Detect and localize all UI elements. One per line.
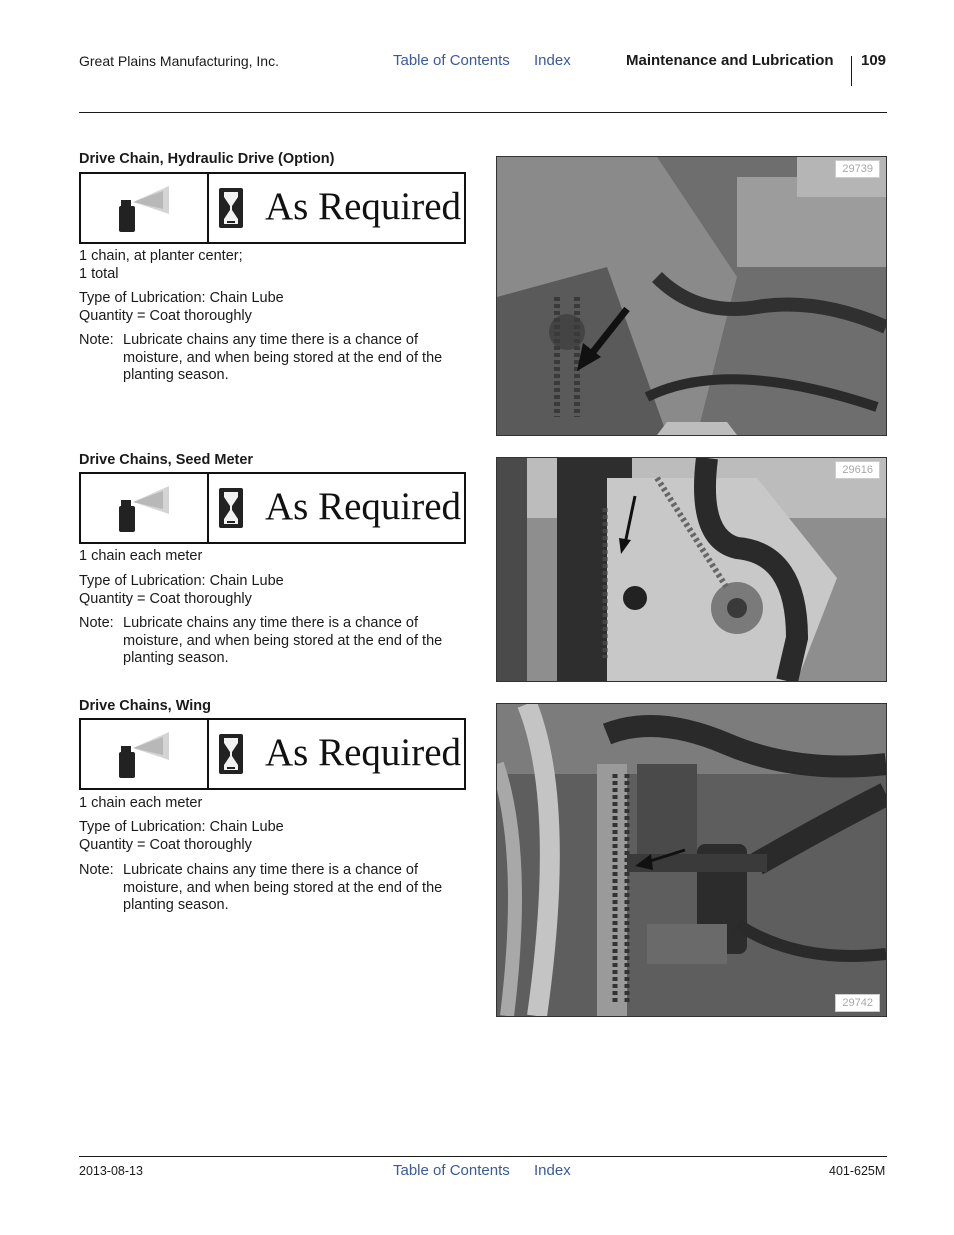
note-label: Note: <box>79 615 114 631</box>
header-index-link[interactable]: Index <box>534 52 571 69</box>
figure-photo-hydraulic-drive-chain <box>496 156 887 436</box>
company-name: Great Plains Manufacturing, Inc. <box>79 53 279 69</box>
header-rule <box>79 112 887 113</box>
interval-label: As Required <box>265 731 462 774</box>
lube-interval-box <box>79 472 466 544</box>
note-text: Lubricate chains any time there is a chance of moisture, and when being stored at the end of the planting season. <box>123 862 443 913</box>
chain-count <box>79 795 474 813</box>
lube-spec <box>79 290 474 325</box>
footer-index-link[interactable]: Index <box>534 1162 571 1179</box>
note-text: Lubricate chains any time there is a chance of moisture, and when being stored at the end of the planting season. <box>123 332 443 383</box>
lube-section-title: Drive Chain, Hydraulic Drive (Option) <box>79 151 335 167</box>
interval-cell <box>209 474 464 542</box>
footer-toc-link[interactable]: Table of Contents <box>393 1162 510 1179</box>
hourglass-icon <box>219 734 243 774</box>
note-label: Note: <box>79 332 114 348</box>
figure-number: 29739 <box>835 160 880 178</box>
figure-photo-seed-meter-chain <box>496 457 887 682</box>
note-label: Note: <box>79 862 114 878</box>
chain-count <box>79 248 474 283</box>
page-number: 109 <box>861 52 887 69</box>
interval-label: As Required <box>265 185 462 228</box>
lube-interval-box <box>79 718 466 790</box>
chain-count-line: 1 chain each meter <box>79 795 203 811</box>
interval-cell <box>209 720 464 788</box>
revision-date: 2013-08-13 <box>79 1164 143 1178</box>
chain-count <box>79 548 474 566</box>
spray-can-icon <box>119 732 169 778</box>
lube-type-cell <box>81 720 209 788</box>
chain-count-line: 1 total <box>79 265 119 282</box>
figure-photo-wing-drive-chain <box>496 703 887 1017</box>
lube-type-text: Type of Lubrication: Chain Lube <box>79 290 284 306</box>
lube-spec <box>79 573 474 608</box>
lube-quantity-text: Quantity = Coat thoroughly <box>79 590 252 607</box>
chain-count-line: 1 chain, at planter center; <box>79 248 243 264</box>
figure-number: 29616 <box>835 461 880 479</box>
header-toc-link[interactable]: Table of Contents <box>393 52 510 69</box>
lube-section-title: Drive Chains, Wing <box>79 698 212 714</box>
footer-rule <box>79 1156 887 1157</box>
lube-type-cell <box>81 174 209 242</box>
lube-quantity-text: Quantity = Coat thoroughly <box>79 307 252 324</box>
spray-can-icon <box>119 486 169 532</box>
lube-spec <box>79 819 474 854</box>
lube-note <box>79 615 474 668</box>
lube-note <box>79 332 474 385</box>
note-text: Lubricate chains any time there is a chance of moisture, and when being stored at the end of the planting season. <box>123 615 443 666</box>
lube-section-title: Drive Chains, Seed Meter <box>79 452 254 468</box>
section-title: Maintenance and Lubrication <box>626 52 834 69</box>
document-code: 401-625M <box>829 1164 886 1178</box>
figure-number: 29742 <box>835 994 880 1012</box>
header-separator <box>851 56 852 86</box>
interval-label: As Required <box>265 485 462 528</box>
spray-can-icon <box>119 186 169 232</box>
interval-cell <box>209 174 464 242</box>
lube-note <box>79 862 474 915</box>
hourglass-icon <box>219 188 243 228</box>
lube-type-text: Type of Lubrication: Chain Lube <box>79 819 284 835</box>
lube-interval-box <box>79 172 466 244</box>
lube-quantity-text: Quantity = Coat thoroughly <box>79 836 252 853</box>
lube-type-cell <box>81 474 209 542</box>
chain-count-line: 1 chain each meter <box>79 548 203 564</box>
lube-type-text: Type of Lubrication: Chain Lube <box>79 573 284 589</box>
hourglass-icon <box>219 488 243 528</box>
